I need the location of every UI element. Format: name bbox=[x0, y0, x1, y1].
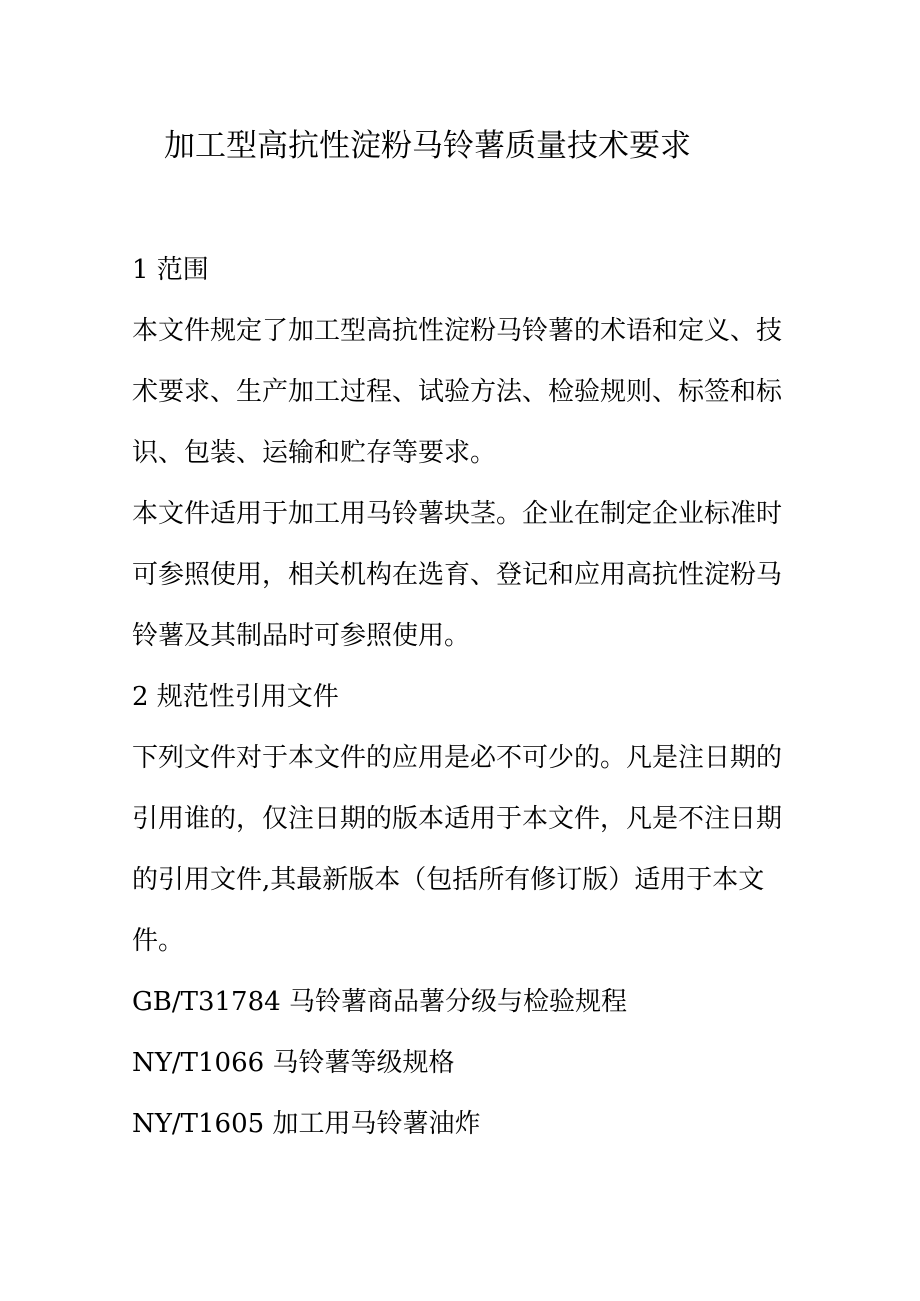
reference-item: GB/T31784 马铃薯商品薯分级与检验规程 bbox=[132, 987, 627, 1017]
section-1-para-1-line-2: 术要求、生产加工过程、试验方法、检验规则、标签和标 bbox=[132, 377, 783, 407]
section-2-heading: 2 规范性引用文件 bbox=[132, 682, 339, 712]
section-1-para-2-line-2: 可参照使用，相关机构在选育、登记和应用高抗性淀粉马 bbox=[132, 560, 783, 590]
section-1-para-2-line-1: 本文件适用于加工用马铃薯块茎。企业在制定企业标准时 bbox=[132, 499, 783, 529]
section-2-para-1-line-2: 引用谁的，仅注日期的版本适用于本文件，凡是不注日期 bbox=[132, 804, 783, 834]
reference-item: NY/T1605 加工用马铃薯油炸 bbox=[132, 1109, 481, 1139]
document-title: 加工型高抗性淀粉马铃薯质量技术要求 bbox=[164, 128, 691, 164]
section-1-para-1-line-1: 本文件规定了加工型高抗性淀粉马铃薯的术语和定义、技 bbox=[132, 316, 783, 346]
reference-item: NY/T1066 马铃薯等级规格 bbox=[132, 1048, 455, 1078]
section-2-para-1-line-1: 下列文件对于本文件的应用是必不可少的。凡是注日期的 bbox=[132, 743, 783, 773]
section-2-para-1-line-3: 的引用文件,其最新版本（包括所有修订版）适用于本文 bbox=[132, 865, 765, 895]
section-1-para-1-line-3: 识、包装、运输和贮存等要求。 bbox=[132, 438, 497, 468]
document-body bbox=[132, 240, 792, 1155]
section-2-para-1-line-4: 件。 bbox=[132, 926, 185, 956]
section-1-heading: 1 范围 bbox=[132, 255, 209, 285]
section-1-para-2-line-3: 铃薯及其制品时可参照使用。 bbox=[132, 621, 471, 651]
